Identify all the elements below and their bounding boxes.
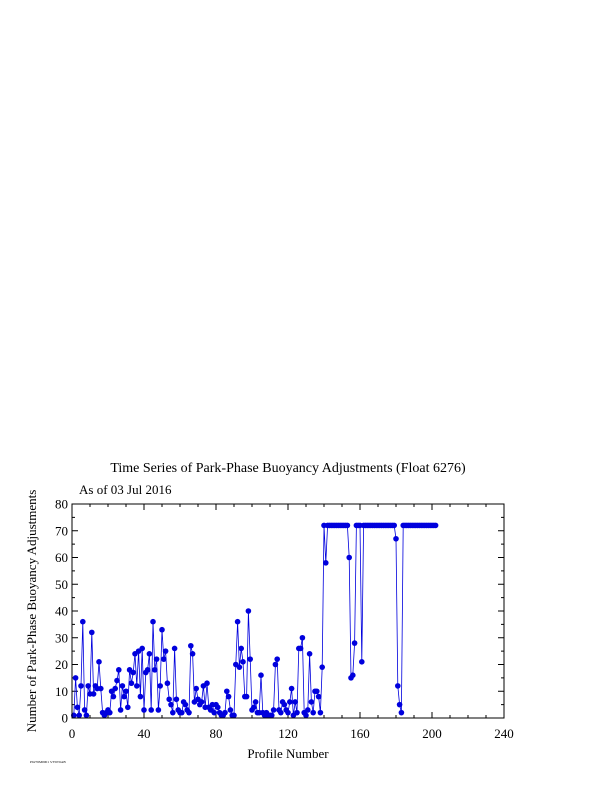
- data-point: [138, 694, 144, 700]
- data-point: [352, 640, 358, 646]
- data-point: [174, 696, 180, 702]
- data-point: [204, 680, 210, 686]
- data-point: [309, 699, 315, 705]
- data-point: [80, 619, 86, 625]
- data-point: [152, 667, 158, 673]
- data-point: [237, 664, 243, 670]
- data-point: [318, 710, 324, 716]
- x-tick-label: 80: [209, 726, 223, 741]
- data-point: [157, 683, 163, 689]
- data-point: [271, 707, 277, 713]
- data-point: [395, 683, 401, 689]
- data-point: [89, 630, 95, 636]
- data-point: [118, 707, 124, 713]
- data-point: [278, 710, 284, 716]
- series-line: [74, 525, 436, 715]
- x-tick-label: 240: [494, 726, 514, 741]
- data-point: [75, 705, 81, 711]
- data-point: [231, 713, 237, 719]
- data-point: [274, 656, 280, 662]
- data-point: [391, 523, 397, 529]
- data-point: [190, 651, 196, 657]
- y-tick-labels: [55, 497, 68, 726]
- data-point: [300, 635, 306, 641]
- data-point: [163, 648, 169, 654]
- data-point: [359, 659, 365, 665]
- x-tick-label: 120: [278, 726, 298, 741]
- data-point: [228, 707, 234, 713]
- y-axis-label: Number of Park-Phase Buoyancy Adjustments: [24, 489, 39, 733]
- y-tick-label: 80: [55, 496, 68, 512]
- data-point: [130, 670, 136, 676]
- y-tick-label: 0: [61, 710, 68, 726]
- data-point: [289, 686, 295, 692]
- data-point: [84, 713, 90, 719]
- data-point: [316, 694, 322, 700]
- data-point: [307, 651, 313, 657]
- data-point: [112, 686, 118, 692]
- y-tick-label: 60: [55, 550, 68, 565]
- data-point: [141, 707, 147, 713]
- data-point: [76, 713, 82, 719]
- data-point: [393, 536, 399, 542]
- y-tick-label: 50: [55, 576, 68, 592]
- data-point: [287, 699, 293, 705]
- x-tick-label: 40: [137, 726, 151, 741]
- data-point: [78, 683, 84, 689]
- data-point: [303, 713, 309, 719]
- data-point: [269, 713, 275, 719]
- data-point: [199, 699, 205, 705]
- x-tick-label: 200: [422, 726, 442, 741]
- data-point: [116, 667, 122, 673]
- y-tick-label: 70: [55, 523, 68, 539]
- data-point: [186, 710, 192, 716]
- plot-area: [71, 523, 438, 719]
- data-point: [285, 710, 291, 716]
- data-point: [211, 710, 217, 716]
- data-point: [226, 694, 232, 700]
- data-point: [111, 694, 117, 700]
- data-point: [399, 710, 405, 716]
- y-tick-label: 10: [55, 683, 68, 699]
- data-point: [82, 707, 88, 713]
- data-point: [170, 710, 176, 716]
- data-point: [188, 643, 194, 649]
- data-point: [345, 523, 351, 529]
- data-point: [323, 560, 329, 566]
- data-point: [168, 702, 174, 708]
- data-point: [145, 667, 151, 673]
- data-point: [215, 705, 221, 711]
- data-point: [235, 619, 241, 625]
- data-point: [298, 646, 304, 652]
- x-tick-labels: [69, 726, 514, 741]
- data-point: [240, 659, 246, 665]
- data-point: [294, 710, 300, 716]
- data-point: [244, 694, 250, 700]
- data-point: [253, 699, 259, 705]
- data-point: [73, 675, 79, 681]
- data-point: [346, 555, 352, 561]
- data-point: [247, 656, 253, 662]
- data-point: [161, 656, 167, 662]
- data-point: [319, 664, 325, 670]
- data-point: [282, 702, 288, 708]
- data-point: [120, 683, 126, 689]
- data-point: [156, 707, 162, 713]
- y-tick-label: 30: [55, 630, 68, 646]
- data-point: [433, 523, 439, 529]
- data-point: [397, 702, 403, 708]
- data-point: [148, 707, 154, 713]
- data-point: [258, 672, 264, 678]
- data-point: [292, 699, 298, 705]
- series-points: [71, 523, 438, 719]
- data-point: [305, 707, 311, 713]
- data-point: [91, 691, 97, 697]
- x-axis-label: Profile Number: [247, 746, 329, 761]
- data-point: [96, 659, 102, 665]
- data-point: [350, 672, 356, 678]
- data-point: [125, 705, 131, 711]
- x-tick-label: 0: [68, 726, 76, 741]
- data-point: [238, 646, 244, 652]
- data-point: [222, 710, 228, 716]
- data-point: [121, 694, 127, 700]
- data-point: [172, 646, 178, 652]
- y-tick-label: 40: [55, 603, 68, 619]
- data-point: [183, 702, 189, 708]
- data-point: [147, 651, 153, 657]
- data-point: [123, 688, 129, 694]
- footer-id: P6276M0001 5/Y6T6AB: [30, 760, 66, 764]
- data-point: [246, 608, 252, 614]
- data-point: [193, 686, 199, 692]
- data-point: [134, 683, 140, 689]
- data-point: [166, 696, 172, 702]
- x-tick-label: 160: [350, 726, 370, 741]
- data-point: [273, 662, 279, 668]
- data-point: [150, 619, 156, 625]
- data-point: [224, 688, 230, 694]
- chart-title: Time Series of Park-Phase Buoyancy Adjustments (Float 6276): [110, 461, 466, 476]
- y-tick-label: 20: [55, 657, 68, 672]
- data-point: [159, 627, 165, 633]
- data-point: [139, 646, 145, 652]
- data-point: [310, 710, 316, 716]
- data-point: [154, 656, 160, 662]
- data-point: [129, 680, 135, 686]
- data-point: [114, 678, 120, 684]
- data-point: [251, 705, 257, 711]
- data-point: [107, 710, 113, 716]
- chart-subtitle: As of 03 Jul 2016: [79, 482, 172, 497]
- data-point: [98, 686, 104, 692]
- data-point: [85, 683, 91, 689]
- data-point: [314, 688, 320, 694]
- data-point: [165, 680, 171, 686]
- data-point: [179, 710, 185, 716]
